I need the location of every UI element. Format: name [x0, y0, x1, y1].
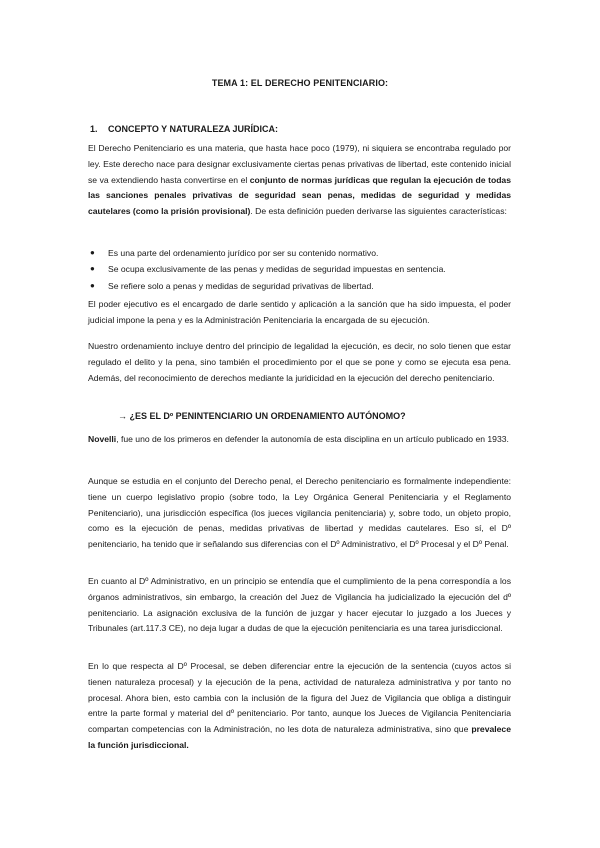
paragraph-ordenamiento: [88, 339, 511, 386]
paragraph-text: Aunque se estudia en el conjunto del Derecho penal, el Derecho penitenciario es formalmente independiente: tiene un cuerpo legislativo propio (sobre todo, la Ley Orgánica General Penitenciaria y el Reglamento Penitenciario), una jurisdicción específica (los jueces vigilancia penitenciaria) y, sobre todo, un objeto propio, como es la ejecución de penas, medidas privativas de libertad y medidas cautelares. Eso sí, el Dº penitenciario, ha tenido que ir señalando sus diferencias con el Dº Administrativo, el Dº Procesal y el Dº Penal.: [88, 476, 511, 550]
list-item-text: Es una parte del ordenamiento jurídico por ser su contenido normativo.: [108, 248, 379, 258]
novelli-text: , fue uno de los primeros en defender la autonomía de esta disciplina en un artículo publicado en 1933.: [116, 434, 509, 444]
page-title: TEMA 1: EL DERECHO PENITENCIARIO:: [211, 78, 389, 88]
section-number: 1.: [90, 124, 98, 134]
paragraph-poder-ejecutivo: [88, 297, 511, 329]
novelli-name: Novelli: [88, 434, 117, 444]
bullet-icon: ●: [90, 264, 95, 274]
list-item-text: Se refiere solo a penas y medidas de seguridad privativas de libertad.: [108, 280, 374, 291]
paragraph-aunque: [88, 474, 511, 553]
list-item-text: Se ocupa exclusivamente de las penas y medidas de seguridad impuestas en sentencia.: [108, 264, 446, 275]
paragraph-administrativo: [88, 574, 511, 637]
list-item: [88, 278, 511, 294]
procesal-bold: prevalece la función jurisdiccional.: [88, 724, 511, 750]
paragraph-novelli: [88, 432, 511, 448]
intro-paragraph: [88, 141, 511, 220]
characteristics-list: [88, 245, 511, 294]
list-item: [88, 245, 511, 261]
paragraph-procesal: [88, 659, 511, 754]
bullet-icon: ●: [90, 248, 95, 257]
intro-text-1: El Derecho Penitenciario es una materia, que hasta hace poco (1979), ni siquiera se encontraba regulado por ley. Este derecho nace para designar exclusivamente ciertas penas privativas de libertad, este contenido inicial se va extendiendo hasta convertirse en el: [88, 143, 511, 185]
subheading-autonomo: → ¿ES EL Dº PENINTENCIARIO UN ORDENAMIENTO AUTÓNOMO?: [118, 411, 406, 421]
section-heading-text: CONCEPTO Y NATURALEZA JURÍDICA:: [108, 124, 279, 134]
intro-text-2: . De esta definición pueden derivarse las siguientes características:: [250, 206, 507, 217]
bullet-icon: ●: [90, 280, 95, 290]
intro-bold-definition: conjunto de normas jurídicas que regulan la ejecución de todas las sanciones penales privativas de seguridad sean penas, medidas de seguridad y medidas cautelares (como la prisión provisional): [88, 174, 511, 217]
paragraph-text: El poder ejecutivo es el encargado de darle sentido y aplicación a la sanción que ha sido impuesta, el poder judicial impone la pena y es la Administración Penitenciaria la encargada de su ejecución.: [88, 299, 511, 325]
section-heading: [90, 124, 278, 134]
list-item: [88, 261, 511, 277]
procesal-text: En lo que respecta al Dº Procesal, se deben diferenciar entre la ejecución de la sentencia (cuyos actos si tienen naturaleza procesal) y la ejecución de la pena, actividad de naturaleza administrativa y por tanto no procesal. Ahora bien, esto cambia con la inclusión de la figura del Juez de Vigilancia que obliga a distinguir entre la parte formal y material del dº penitenciario. Por tanto, aunque los Jueces de Vigilancia Penitenciaria compartan competencias con la Administración, no les dota de naturaleza administrativa, sino que: [88, 661, 511, 735]
paragraph-text: Nuestro ordenamiento incluye dentro del principio de legalidad la ejecución, es decir, no solo tienen que estar regulado el delito y la pena, sino también el procedimiento por el que se pone y como se ejecuta esa pena. Además, del reconocimiento de derechos mediante la juridicidad en la ejecución del derecho penitenciario.: [88, 341, 511, 383]
paragraph-text: En cuanto al Dº Administrativo, en un principio se entendía que el cumplimiento de la pena correspondía a los órganos administrativos, sin embargo, la creación del Juez de Vigilancia ha judicializado la ejecución del dº penitenciario. La asignación exclusiva de la función de juzgar y hacer ejecutar lo juzgado a los Jueces y Tribunales (art.117.3 CE), no deja lugar a dudas de que la ejecución penitenciaria es una tarea jurisdiccional.: [88, 576, 511, 634]
